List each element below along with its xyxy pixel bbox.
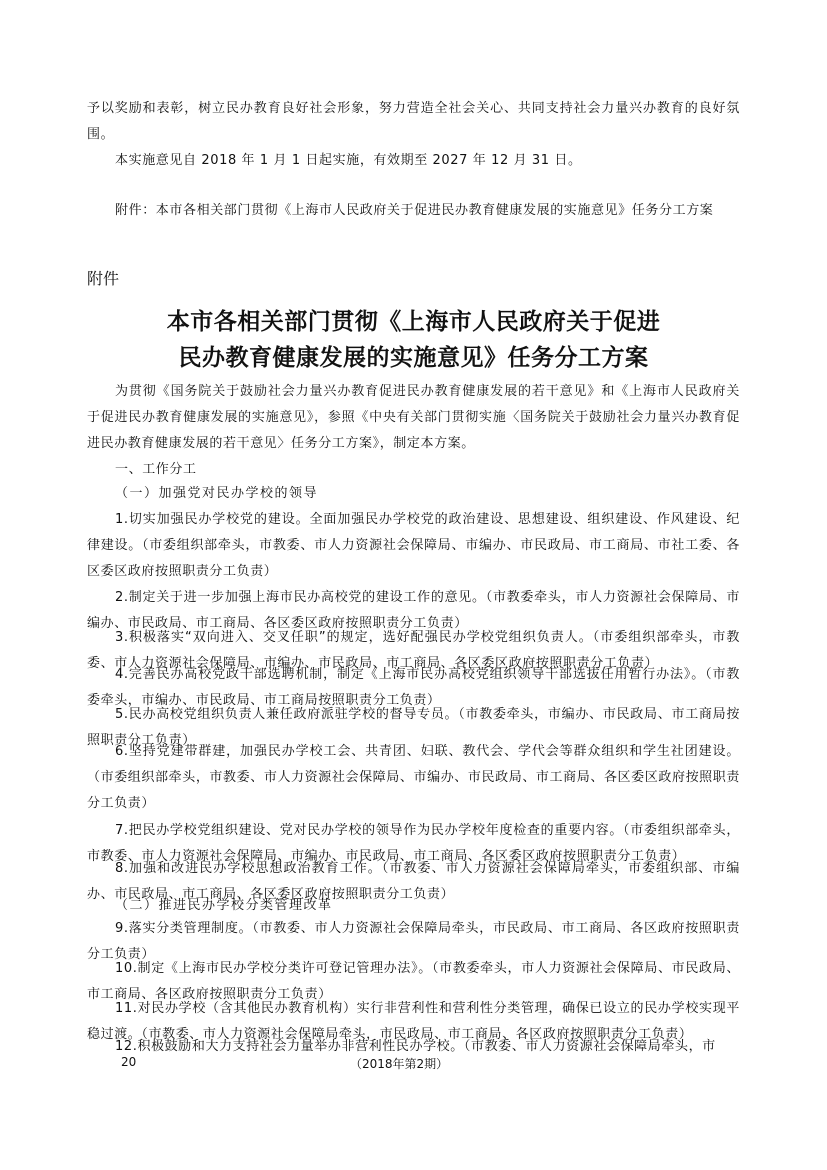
issue-label: （2018年第2期）	[350, 1057, 449, 1071]
page-number: 20	[121, 1055, 137, 1069]
intro-paragraph: 为贯彻《国务院关于鼓励社会力量兴办教育促进民办教育健康发展的若干意见》和《上海市人民政府关于促进民办教育健康发展的实施意见》，参照《中央有关部门贯彻实施〈国务院关于鼓励社会力量兴办教育促进民办教育健康发展的若干意见〉任务分工方案》，制定本方案。	[87, 384, 740, 451]
attachment-label: 附件	[87, 269, 120, 288]
subsection-heading-2: （二）推进民办学校分类管理改革	[115, 898, 333, 913]
list-item: 10.制定《上海市民办学校分类许可登记管理办法》。（市教委牵头，市人力资源社会保障局、市民政局、市工商局、各区政府按照职责分工负责）	[87, 961, 740, 1002]
list-item: 9.落实分类管理制度。（市教委、市人力资源社会保障局牵头，市民政局、市工商局、各区政府按照职责分工负责）	[87, 921, 740, 962]
list-item: 5.民办高校党组织负责人兼任政府派驻学校的督导专员。（市教委牵头，市编办、市民政局、市工商局按照职责分工负责）	[87, 707, 740, 748]
list-item: 2.制定关于进一步加强上海市民办高校党的建设工作的意见。（市教委牵头，市人力资源社会保障局、市编办、市民政局、市工商局、各区委区政府按照职责分工负责）	[87, 590, 740, 631]
list-item: 8.加强和改进民办学校思想政治教育工作。（市教委、市人力资源社会保障局牵头，市委组织部、市编办、市民政局、市工商局、各区委区政府按照职责分工负责）	[87, 861, 740, 902]
list-item: 11.对民办学校（含其他民办教育机构）实行非营利性和营利性分类管理，确保已设立的民办学校实现平稳过渡。（市教委、市人力资源社会保障局牵头，市民政局、市工商局、各区政府按照职责分工负责）	[87, 1001, 740, 1042]
subsection-heading-1: （一）加强党对民办学校的领导	[115, 486, 319, 501]
document-title-line-1: 本市各相关部门贯彻《上海市人民政府关于促进	[166, 308, 661, 335]
list-item: 1.切实加强民办学校党的建设。全面加强民办学校党的政治建设、思想建设、组织建设、作风建设、纪律建设。（市委组织部牵头，市教委、市人力资源社会保障局、市编办、市民政局、市工商局、市社工委、各区委区政府按照职责分工负责）	[87, 512, 740, 579]
document-title-line-2: 民办教育健康发展的实施意见》任务分工方案	[178, 344, 649, 371]
section-heading-1: 一、工作分工	[115, 462, 197, 477]
attachment-note: 附件：本市各相关部门贯彻《上海市人民政府关于促进民办教育健康发展的实施意见》任务分工方案	[115, 203, 714, 218]
list-item: 3.积极落实“双向进入、交叉任职”的规定，选好配强民办学校党组织负责人。（市委组织部牵头，市教委、市人力资源社会保障局、市编办、市民政局、市工商局、各区委区政府按照职责分工负责）	[87, 630, 740, 671]
paragraph-closing: 予以奖励和表彰，树立民办教育良好社会形象，努力营造全社会关心、共同支持社会力量兴办教育的良好氛围。	[87, 101, 740, 142]
list-item: 12.积极鼓励和大力支持社会力量举办非营利性民办学校。（市教委、市人力资源社会保障局牵头，市	[115, 1039, 716, 1054]
list-item: 6.坚持党建带群建，加强民办学校工会、共青团、妇联、教代会、学代会等群众组织和学生社团建设。（市委组织部牵头，市教委、市人力资源社会保障局、市编办、市民政局、市工商局、各区委区政府按照职责分工负责）	[87, 744, 740, 811]
list-item: 7.把民办学校党组织建设、党对民办学校的领导作为民办学校年度检查的重要内容。（市委组织部牵头，市教委、市人力资源社会保障局、市编办、市民政局、市工商局、各区委区政府按照职责分工负责）	[87, 823, 740, 864]
paragraph-effective-date: 本实施意见自 2018 年 1 月 1 日起实施，有效期至 2027 年 12 月 31 日。	[115, 153, 582, 168]
list-item: 4.完善民办高校党政干部选聘机制，制定《上海市民办高校党组织领导干部选拔任用暂行办法》。（市教委牵头，市编办、市民政局、市工商局按照职责分工负责）	[87, 667, 740, 708]
